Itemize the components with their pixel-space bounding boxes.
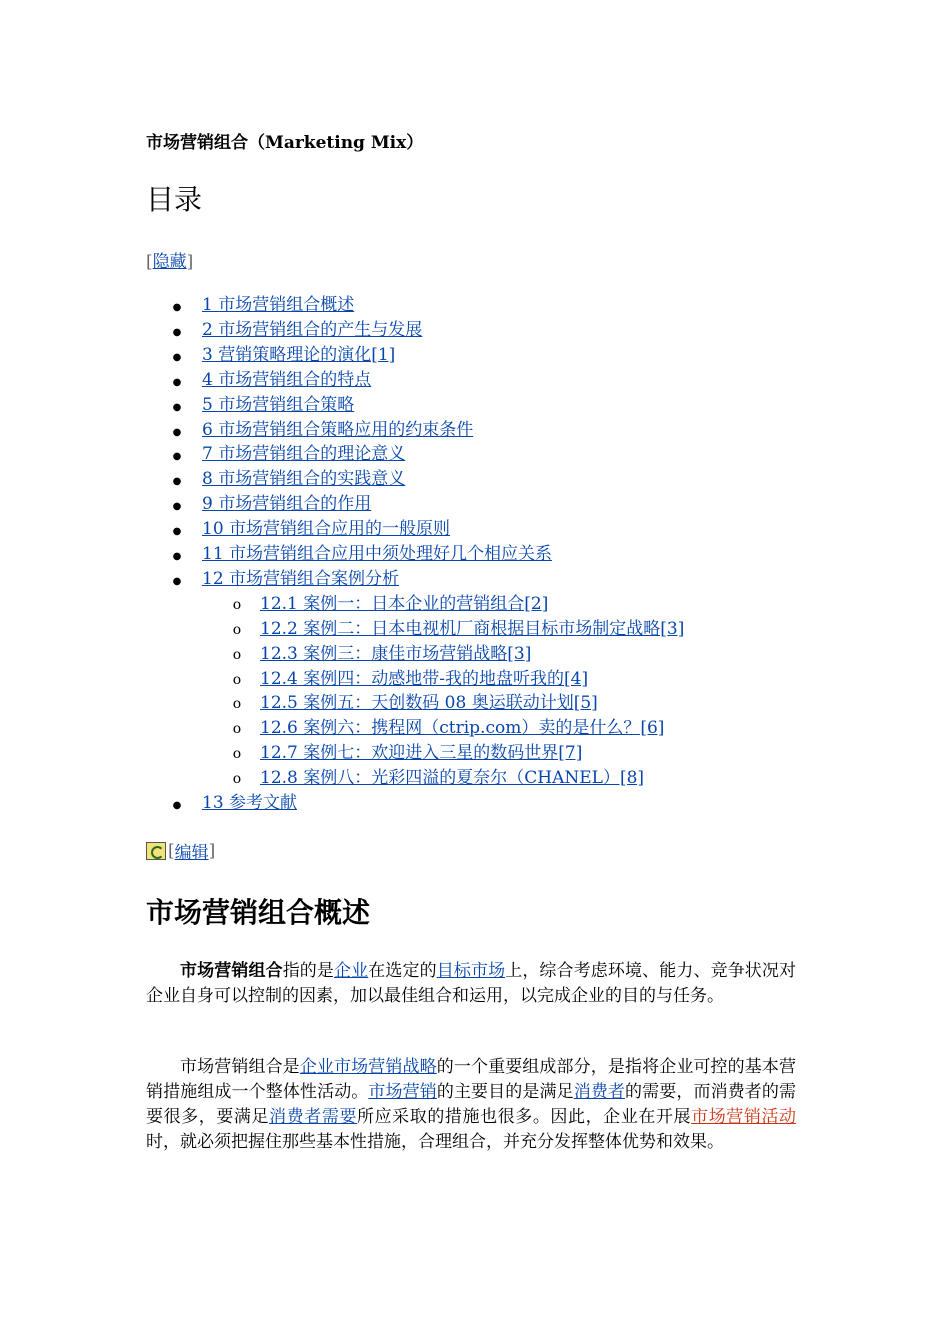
link-marketing[interactable]: 市场营销 bbox=[368, 1082, 437, 1102]
link-enterprise[interactable]: 企业 bbox=[334, 961, 369, 981]
bullet-circle-icon bbox=[232, 642, 242, 668]
toc-link[interactable]: 7 市场营销组合的理论意义 bbox=[202, 444, 406, 465]
bullet-dot-icon bbox=[172, 318, 182, 345]
bullet-dot-icon bbox=[172, 542, 182, 569]
text-span: 指的是 bbox=[282, 961, 335, 981]
bullet-dot-icon bbox=[172, 567, 182, 594]
toc-link[interactable]: 6 市场营销组合策略应用的约束条件 bbox=[202, 419, 474, 440]
toc-link[interactable]: 1 市场营销组合概述 bbox=[202, 295, 355, 315]
hide-link[interactable]: 隐藏 bbox=[152, 252, 187, 272]
bullet-circle-icon bbox=[232, 716, 242, 742]
bullet-circle-icon bbox=[232, 741, 242, 767]
paragraph-overview bbox=[146, 1055, 796, 1155]
toc-link[interactable]: 12.8 案例八：光彩四溢的夏奈尔（CHANEL）[8] bbox=[260, 768, 645, 789]
section-heading: 市场营销组合概述 bbox=[146, 896, 371, 929]
term-bold: 市场营销组合 bbox=[180, 961, 283, 981]
toc-link[interactable]: 4 市场营销组合的特点 bbox=[202, 369, 372, 390]
bullet-dot-icon bbox=[172, 517, 182, 544]
toc-link[interactable]: 2 市场营销组合的产生与发展 bbox=[202, 319, 423, 340]
toc-title: 目录 bbox=[146, 183, 203, 216]
toc-link[interactable]: 10 市场营销组合应用的一般原则 bbox=[202, 519, 451, 540]
bullet-dot-icon bbox=[172, 442, 182, 469]
bullet-dot-icon bbox=[172, 418, 182, 445]
text-span: 在选定的 bbox=[368, 961, 437, 981]
bullet-dot-icon bbox=[172, 791, 182, 818]
bullet-dot-icon bbox=[172, 368, 182, 395]
subject-title: 市场营销组合（Marketing Mix） bbox=[146, 133, 424, 153]
text-span: 的一个重要组成部分，是指将企业可控的基本营销措施组成一个整体性活动。 bbox=[146, 1057, 797, 1102]
toc-link[interactable]: 9 市场营销组合的作用 bbox=[202, 494, 372, 515]
link-consumer-needs[interactable]: 消费者需要 bbox=[269, 1107, 358, 1127]
bullet-dot-icon bbox=[172, 492, 182, 519]
toc-link[interactable]: 12.1 案例一：日本企业的营销组合[2] bbox=[260, 593, 549, 614]
toc-link[interactable]: 12.3 案例三：康佳市场营销战略[3] bbox=[260, 643, 532, 664]
edit-link[interactable]: 编辑 bbox=[174, 843, 209, 863]
toc-link[interactable]: 5 市场营销组合策略 bbox=[202, 394, 355, 415]
bracket-close: ] bbox=[208, 840, 216, 861]
toc-link[interactable]: 13 参考文献 bbox=[202, 793, 298, 813]
bullet-dot-icon bbox=[172, 343, 182, 370]
toc-link[interactable]: 12.6 案例六：携程网（ctrip.com）卖的是什么？[6] bbox=[260, 718, 665, 739]
text-span: 上，综合考虑环境、能力、竞争状况对企业自身可以控制的因素，加以最佳组合和运用，以完成企业的目的与任务。 bbox=[146, 961, 797, 1006]
link-target-market[interactable]: 目标市场 bbox=[436, 961, 506, 981]
bullet-circle-icon bbox=[232, 667, 242, 693]
link-consumer[interactable]: 消费者 bbox=[573, 1082, 626, 1102]
bullet-circle-icon bbox=[232, 691, 242, 717]
paragraph-definition bbox=[146, 959, 796, 1009]
bullet-circle-icon bbox=[232, 766, 242, 792]
link-marketing-strategy[interactable]: 企业市场营销战略 bbox=[299, 1057, 437, 1077]
toc-link[interactable]: 12.7 案例七：欢迎进入三星的数码世界[7] bbox=[260, 743, 583, 764]
toc-link[interactable]: 12.5 案例五：天创数码 08 奥运联动计划[5] bbox=[260, 693, 598, 714]
toc-link[interactable]: 11 市场营销组合应用中须处理好几个相应关系 bbox=[202, 544, 553, 564]
text-span: 时，就必须把握住那些基本性措施，合理组合，并充分发挥整体优势和效果。 bbox=[146, 1132, 724, 1152]
toc-link[interactable]: 12 市场营销组合案例分析 bbox=[202, 568, 400, 589]
bullet-circle-icon bbox=[232, 592, 242, 618]
text-span: 的主要目的是满足 bbox=[436, 1082, 574, 1102]
toc-link[interactable]: 12.2 案例二：日本电视机厂商根据目标市场制定战略[3] bbox=[260, 618, 685, 639]
bullet-dot-icon bbox=[172, 467, 182, 494]
text-span: 的需要，而消费者的需要很多，要满足 bbox=[146, 1082, 797, 1127]
bullet-dot-icon bbox=[172, 293, 182, 320]
bullet-circle-icon bbox=[232, 617, 242, 643]
toc-hide-toggle bbox=[146, 247, 193, 272]
bracket-open: [ bbox=[168, 840, 175, 861]
bullet-dot-icon bbox=[172, 393, 182, 420]
link-marketing-activity[interactable]: 市场营销活动 bbox=[691, 1107, 797, 1127]
toc-link[interactable]: 8 市场营销组合的实践意义 bbox=[202, 469, 406, 490]
edit-icon[interactable] bbox=[146, 842, 166, 860]
edit-section bbox=[146, 838, 215, 863]
bracket-open: [ bbox=[146, 252, 153, 272]
text-span: 所应采取的措施也很多。因此，企业在开展 bbox=[357, 1107, 692, 1127]
toc-link[interactable]: 12.4 案例四：动感地带-我的地盘听我的[4] bbox=[260, 668, 589, 689]
toc-link[interactable]: 3 营销策略理论的演化[1] bbox=[202, 344, 396, 365]
text-span: 市场营销组合是 bbox=[180, 1057, 300, 1077]
bracket-close: ] bbox=[186, 252, 194, 272]
